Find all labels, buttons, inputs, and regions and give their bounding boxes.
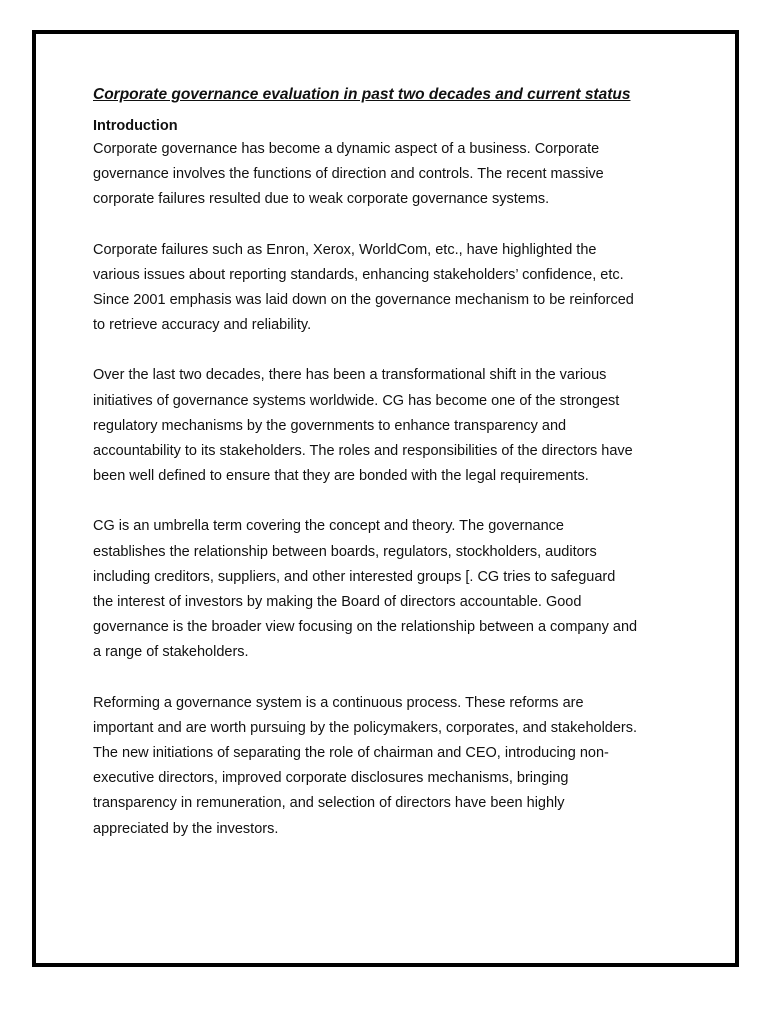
paragraph-line: important and are worth pursuing by the policymakers, corporates, and stakeholders. [93,719,638,736]
paragraph [93,137,683,213]
paragraph-line: Reforming a governance system is a continuous process. These reforms are [93,694,584,711]
document-title: Corporate governance evaluation in past two decades and current status [93,86,631,103]
paragraph-line: executive directors, improved corporate disclosures mechanisms, bringing [93,770,569,787]
paragraph-line: accountability to its stakeholders. The roles and responsibilities of the directors have [93,443,633,460]
paragraph-list [93,137,683,842]
paragraph-line: Corporate failures such as Enron, Xerox, WorldCom, etc., have highlighted the [93,241,597,258]
paragraph [93,514,683,665]
paragraph-line: governance involves the functions of direction and controls. The recent massive [93,166,604,183]
paragraph [93,238,683,339]
paragraph-line: including creditors, suppliers, and other interested groups [. CG tries to safeguard [93,568,616,585]
section-heading-introduction: Introduction [93,118,178,134]
paragraph [93,691,683,842]
paragraph-line: Over the last two decades, there has been a transformational shift in the various [93,367,607,384]
paragraph-line: Corporate governance has become a dynamic aspect of a business. Corporate [93,141,600,157]
paragraph-line: the interest of investors by making the Board of directors accountable. Good [93,594,582,611]
paragraph-line: initiatives of governance systems worldwide. CG has become one of the strongest [93,392,620,409]
paragraph-line: CG is an umbrella term covering the concept and theory. The governance [93,518,564,535]
paragraph-line: transparency in remuneration, and selection of directors have been highly [93,795,565,812]
paragraph-line: establishes the relationship between boards, regulators, stockholders, auditors [93,543,597,560]
document-body [93,86,683,867]
paragraph-line: a range of stakeholders. [93,644,249,661]
paragraph-line: The new initiations of separating the role of chairman and CEO, introducing non- [93,745,609,762]
paragraph-line: regulatory mechanisms by the governments to enhance transparency and [93,417,567,434]
paragraph-line: been well defined to ensure that they are bonded with the legal requirements. [93,468,589,485]
paragraph-line: Since 2001 emphasis was laid down on the governance mechanism to be reinforced [93,292,634,309]
paragraph-line: various issues about reporting standards, enhancing stakeholders’ confidence, etc. [93,266,624,283]
paragraph-line: corporate failures resulted due to weak corporate governance systems. [93,191,550,208]
paragraph-line: governance is the broader view focusing on the relationship between a company and [93,619,638,636]
paragraph-line: to retrieve accuracy and reliability. [93,317,312,334]
paragraph-line: appreciated by the investors. [93,820,279,837]
paragraph [93,363,683,489]
